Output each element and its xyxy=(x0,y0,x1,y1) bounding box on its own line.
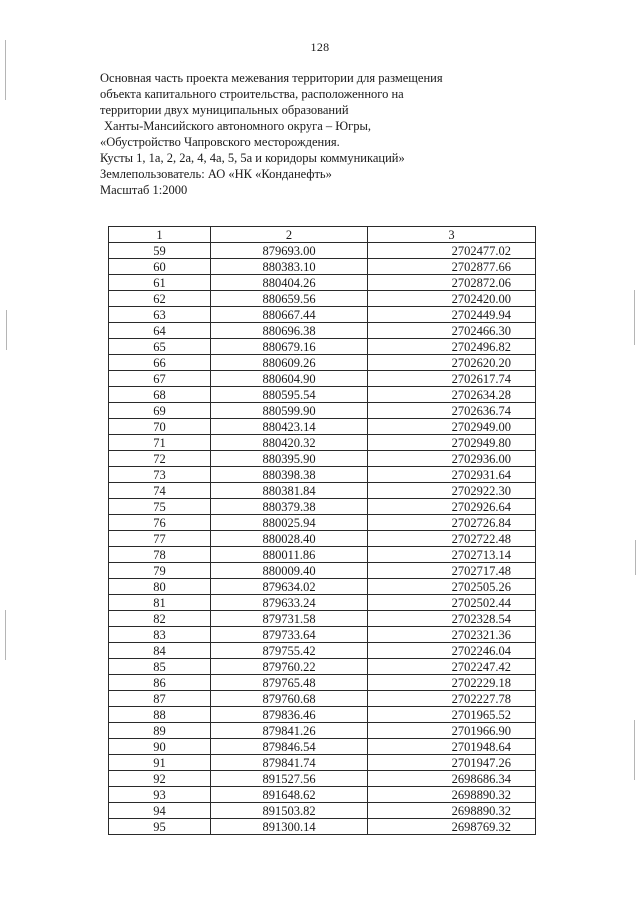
x-coordinate-cell: 879841.74 xyxy=(211,755,368,771)
table-row xyxy=(109,419,536,435)
table-row xyxy=(109,275,536,291)
table-row xyxy=(109,243,536,259)
y-coordinate-cell: 2702505.26 xyxy=(368,579,536,595)
point-number-cell: 70 xyxy=(109,419,211,435)
scan-edge-left xyxy=(4,0,10,905)
table-row xyxy=(109,339,536,355)
y-coordinate-cell: 2702931.64 xyxy=(368,467,536,483)
point-number-cell: 69 xyxy=(109,403,211,419)
point-number-cell: 93 xyxy=(109,787,211,803)
x-coordinate-cell: 880404.26 xyxy=(211,275,368,291)
column-header-3: 3 xyxy=(368,227,536,243)
table-row xyxy=(109,403,536,419)
point-number-cell: 88 xyxy=(109,707,211,723)
x-coordinate-cell: 880696.38 xyxy=(211,323,368,339)
table-row xyxy=(109,291,536,307)
x-coordinate-cell: 879760.68 xyxy=(211,691,368,707)
table-row xyxy=(109,595,536,611)
point-number-cell: 80 xyxy=(109,579,211,595)
point-number-cell: 77 xyxy=(109,531,211,547)
y-coordinate-cell: 2702229.18 xyxy=(368,675,536,691)
table-row xyxy=(109,787,536,803)
point-number-cell: 81 xyxy=(109,595,211,611)
y-coordinate-cell: 2702328.54 xyxy=(368,611,536,627)
y-coordinate-cell: 2702477.02 xyxy=(368,243,536,259)
y-coordinate-cell: 2702496.82 xyxy=(368,339,536,355)
y-coordinate-cell: 2702713.14 xyxy=(368,547,536,563)
header-line: объекта капитального строительства, расположенного на xyxy=(100,87,404,101)
y-coordinate-cell: 2702321.36 xyxy=(368,627,536,643)
y-coordinate-cell: 2701966.90 xyxy=(368,723,536,739)
table-row xyxy=(109,323,536,339)
column-header-2: 2 xyxy=(211,227,368,243)
table-row xyxy=(109,467,536,483)
point-number-cell: 92 xyxy=(109,771,211,787)
x-coordinate-cell: 879755.42 xyxy=(211,643,368,659)
x-coordinate-cell: 891503.82 xyxy=(211,803,368,819)
point-number-cell: 68 xyxy=(109,387,211,403)
y-coordinate-cell: 2702617.74 xyxy=(368,371,536,387)
table-row xyxy=(109,819,536,835)
point-number-cell: 84 xyxy=(109,643,211,659)
point-number-cell: 74 xyxy=(109,483,211,499)
x-coordinate-cell: 891527.56 xyxy=(211,771,368,787)
x-coordinate-cell: 880028.40 xyxy=(211,531,368,547)
table-row xyxy=(109,563,536,579)
x-coordinate-cell: 880379.38 xyxy=(211,499,368,515)
table-row xyxy=(109,659,536,675)
x-coordinate-cell: 879634.02 xyxy=(211,579,368,595)
table-row xyxy=(109,515,536,531)
y-coordinate-cell: 2702949.80 xyxy=(368,435,536,451)
y-coordinate-cell: 2702936.00 xyxy=(368,451,536,467)
y-coordinate-cell: 2702420.00 xyxy=(368,291,536,307)
table-row xyxy=(109,387,536,403)
column-header-1: 1 xyxy=(109,227,211,243)
y-coordinate-cell: 2702949.00 xyxy=(368,419,536,435)
header-line: Кусты 1, 1а, 2, 2а, 4, 4а, 5, 5а и коридоры коммуникаций» xyxy=(100,151,405,165)
table-row xyxy=(109,771,536,787)
x-coordinate-cell: 891648.62 xyxy=(211,787,368,803)
y-coordinate-cell: 2702636.74 xyxy=(368,403,536,419)
y-coordinate-cell: 2698686.34 xyxy=(368,771,536,787)
point-number-cell: 62 xyxy=(109,291,211,307)
x-coordinate-cell: 879846.54 xyxy=(211,739,368,755)
x-coordinate-cell: 880599.90 xyxy=(211,403,368,419)
header-line: Землепользователь: АО «НК «Конданефть» xyxy=(100,167,332,181)
point-number-cell: 72 xyxy=(109,451,211,467)
y-coordinate-cell: 2702466.30 xyxy=(368,323,536,339)
point-number-cell: 89 xyxy=(109,723,211,739)
x-coordinate-cell: 880011.86 xyxy=(211,547,368,563)
y-coordinate-cell: 2702449.94 xyxy=(368,307,536,323)
table-row xyxy=(109,675,536,691)
y-coordinate-cell: 2702877.66 xyxy=(368,259,536,275)
point-number-cell: 59 xyxy=(109,243,211,259)
table-row xyxy=(109,579,536,595)
x-coordinate-cell: 879841.26 xyxy=(211,723,368,739)
header-line: территории двух муниципальных образований xyxy=(100,103,349,117)
x-coordinate-cell: 879731.58 xyxy=(211,611,368,627)
x-coordinate-cell: 879733.64 xyxy=(211,627,368,643)
x-coordinate-cell: 880679.16 xyxy=(211,339,368,355)
point-number-cell: 79 xyxy=(109,563,211,579)
table-row xyxy=(109,547,536,563)
y-coordinate-cell: 2702926.64 xyxy=(368,499,536,515)
x-coordinate-cell: 880659.56 xyxy=(211,291,368,307)
x-coordinate-cell: 879760.22 xyxy=(211,659,368,675)
x-coordinate-cell: 879633.24 xyxy=(211,595,368,611)
x-coordinate-cell: 880604.90 xyxy=(211,371,368,387)
table-row xyxy=(109,451,536,467)
table-header-row xyxy=(109,227,536,243)
table-row xyxy=(109,435,536,451)
x-coordinate-cell: 880395.90 xyxy=(211,451,368,467)
point-number-cell: 63 xyxy=(109,307,211,323)
y-coordinate-cell: 2702246.04 xyxy=(368,643,536,659)
table-row xyxy=(109,371,536,387)
point-number-cell: 65 xyxy=(109,339,211,355)
x-coordinate-cell: 880667.44 xyxy=(211,307,368,323)
point-number-cell: 60 xyxy=(109,259,211,275)
table-row xyxy=(109,627,536,643)
y-coordinate-cell: 2702922.30 xyxy=(368,483,536,499)
point-number-cell: 67 xyxy=(109,371,211,387)
y-coordinate-cell: 2702872.06 xyxy=(368,275,536,291)
point-number-cell: 66 xyxy=(109,355,211,371)
x-coordinate-cell: 880420.32 xyxy=(211,435,368,451)
point-number-cell: 78 xyxy=(109,547,211,563)
x-coordinate-cell: 880381.84 xyxy=(211,483,368,499)
x-coordinate-cell: 880009.40 xyxy=(211,563,368,579)
table-row xyxy=(109,499,536,515)
x-coordinate-cell: 879836.46 xyxy=(211,707,368,723)
table-row xyxy=(109,307,536,323)
y-coordinate-cell: 2701947.26 xyxy=(368,755,536,771)
table-row xyxy=(109,723,536,739)
point-number-cell: 90 xyxy=(109,739,211,755)
y-coordinate-cell: 2702722.48 xyxy=(368,531,536,547)
document-header xyxy=(100,70,540,198)
point-number-cell: 64 xyxy=(109,323,211,339)
y-coordinate-cell: 2701948.64 xyxy=(368,739,536,755)
x-coordinate-cell: 880609.26 xyxy=(211,355,368,371)
y-coordinate-cell: 2698890.32 xyxy=(368,787,536,803)
table-row xyxy=(109,483,536,499)
table-row xyxy=(109,755,536,771)
header-line: Ханты-Мансийского автономного округа – Югры, xyxy=(104,119,372,133)
point-number-cell: 91 xyxy=(109,755,211,771)
x-coordinate-cell: 880595.54 xyxy=(211,387,368,403)
point-number-cell: 85 xyxy=(109,659,211,675)
x-coordinate-cell: 880423.14 xyxy=(211,419,368,435)
point-number-cell: 73 xyxy=(109,467,211,483)
y-coordinate-cell: 2701965.52 xyxy=(368,707,536,723)
point-number-cell: 71 xyxy=(109,435,211,451)
y-coordinate-cell: 2702726.84 xyxy=(368,515,536,531)
x-coordinate-cell: 880025.94 xyxy=(211,515,368,531)
point-number-cell: 82 xyxy=(109,611,211,627)
x-coordinate-cell: 891300.14 xyxy=(211,819,368,835)
point-number-cell: 76 xyxy=(109,515,211,531)
x-coordinate-cell: 880383.10 xyxy=(211,259,368,275)
table-row xyxy=(109,611,536,627)
point-number-cell: 61 xyxy=(109,275,211,291)
point-number-cell: 75 xyxy=(109,499,211,515)
point-number-cell: 83 xyxy=(109,627,211,643)
y-coordinate-cell: 2702247.42 xyxy=(368,659,536,675)
x-coordinate-cell: 880398.38 xyxy=(211,467,368,483)
y-coordinate-cell: 2702620.20 xyxy=(368,355,536,371)
x-coordinate-cell: 879765.48 xyxy=(211,675,368,691)
scan-edge-right xyxy=(632,0,638,905)
y-coordinate-cell: 2698769.32 xyxy=(368,819,536,835)
y-coordinate-cell: 2702717.48 xyxy=(368,563,536,579)
table-row xyxy=(109,707,536,723)
x-coordinate-cell: 879693.00 xyxy=(211,243,368,259)
y-coordinate-cell: 2702502.44 xyxy=(368,595,536,611)
header-line: «Обустройство Чапровского месторождения. xyxy=(100,135,340,149)
table-row xyxy=(109,259,536,275)
header-line: Основная часть проекта межевания территории для размещения xyxy=(100,71,443,85)
table-row xyxy=(109,803,536,819)
point-number-cell: 87 xyxy=(109,691,211,707)
table-row xyxy=(109,643,536,659)
table-row xyxy=(109,355,536,371)
table-row xyxy=(109,531,536,547)
point-number-cell: 95 xyxy=(109,819,211,835)
point-number-cell: 86 xyxy=(109,675,211,691)
y-coordinate-cell: 2702227.78 xyxy=(368,691,536,707)
table-body xyxy=(109,243,536,835)
y-coordinate-cell: 2698890.32 xyxy=(368,803,536,819)
table-row xyxy=(109,739,536,755)
point-number-cell: 94 xyxy=(109,803,211,819)
y-coordinate-cell: 2702634.28 xyxy=(368,387,536,403)
table-row xyxy=(109,691,536,707)
header-line: Масштаб 1:2000 xyxy=(100,183,188,197)
coordinates-table xyxy=(108,226,536,835)
page-number: 128 xyxy=(310,40,330,54)
